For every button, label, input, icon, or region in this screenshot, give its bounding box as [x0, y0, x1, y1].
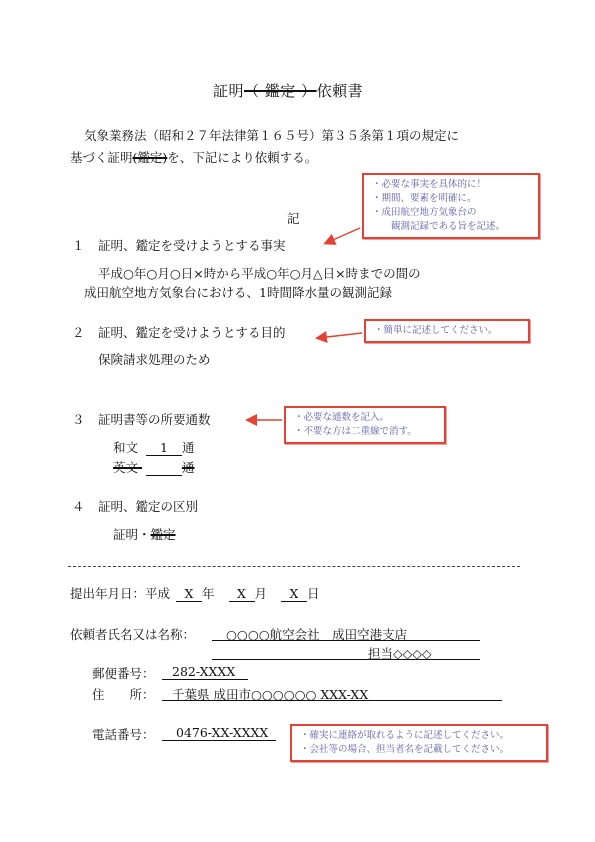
intro-line2-suffix: を、下記により依頼する。 — [167, 150, 318, 165]
eibun-count — [146, 460, 182, 476]
section-1-body-2: 成田航空地方気象台における、1時間降水量の観測記録 — [84, 285, 392, 300]
section-2-body: 保険請求処理のため — [98, 352, 211, 367]
postal-text: 282-XXXX — [172, 664, 236, 679]
note-1-line-3: ・成田航空地方気象台の — [372, 207, 477, 218]
cut-line-divider — [68, 566, 520, 567]
title-prefix: 証明 — [213, 82, 245, 100]
section-4-choice — [113, 525, 176, 543]
section-2-heading: 証明、鑑定を受けようとする目的 — [98, 325, 286, 340]
requester-contact-value — [212, 644, 480, 660]
requester-name-label: 依頼者氏名又は名称： — [70, 627, 196, 642]
intro-line-2 — [70, 148, 317, 166]
phone-text: 0476-XX-XXXX — [176, 725, 269, 740]
submission-month-unit: 月 — [254, 586, 268, 601]
intro-line2-struck: (鑑定) — [132, 150, 168, 165]
note-4-line-1: ・確実に連絡が取れるように記述してください。 — [300, 730, 510, 741]
requester-name-text: ○○○○航空会社 成田空港支店 — [226, 627, 408, 642]
note-contact-guidance — [290, 724, 548, 762]
note-3-line-2: ・不要な方は二重線で消す。 — [294, 426, 417, 437]
phone-value — [162, 725, 276, 741]
requester-contact-text: 担当◇◇◇◇ — [368, 646, 432, 661]
title-suffix: 依頼書 — [316, 82, 364, 100]
title-struck-text: （ 鑑定 ） — [244, 82, 317, 100]
submission-day: X — [281, 586, 307, 602]
section-4-heading: 証明、鑑定の区別 — [98, 499, 199, 514]
wabun-unit: 通 — [182, 440, 195, 455]
note-purpose-guidance — [364, 319, 530, 343]
section-1-body-1: 平成○年○月○日×時から平成○年○月△日×時までの間の — [98, 266, 421, 281]
note-1-line-1: ・必要な事実を具体的に！ — [372, 179, 487, 190]
section-3-number: ３ — [72, 412, 85, 427]
postal-value — [162, 664, 248, 680]
address-text: 千葉県 成田市○○○○○○ XXX-XX — [172, 687, 369, 702]
phone-label: 電話番号： — [92, 727, 155, 742]
choice-shomei: 証明・ — [113, 527, 151, 542]
wabun-label: 和文 — [113, 440, 139, 455]
ki-heading: 記 — [287, 211, 300, 226]
arrow-to-section-1 — [326, 228, 360, 243]
eibun-unit: 通 — [182, 460, 195, 475]
postal-label: 郵便番号： — [92, 666, 155, 681]
note-fact-guidance — [362, 173, 540, 239]
intro-line-1: 気象業務法（昭和２７年法律第１６５号）第３５条第１項の規定に — [84, 128, 460, 143]
submission-day-unit: 日 — [307, 586, 320, 601]
choice-kantei: 鑑定 — [150, 527, 176, 542]
eibun-label: 英文 — [113, 460, 139, 475]
submission-month: X — [229, 586, 255, 602]
submission-year-unit: 年 — [202, 586, 215, 601]
requester-name-value — [212, 625, 480, 641]
submission-label: 提出年月日：平成 — [70, 586, 171, 601]
document-title — [213, 80, 363, 101]
note-4-line-2: ・会社等の場合、担当者名を記載してください。 — [300, 744, 510, 755]
submission-year: X — [176, 586, 202, 602]
wabun-row — [113, 438, 195, 456]
intro-line2-prefix: 基づく証明 — [70, 150, 133, 165]
wabun-count: 1 — [146, 440, 182, 456]
note-3-line-1: ・必要な通数を記入。 — [294, 412, 390, 423]
eibun-row — [113, 458, 195, 476]
note-2-line-1: ・簡単に記述してください。 — [374, 325, 498, 336]
section-1-number: １ — [72, 238, 85, 253]
arrow-to-section-2 — [318, 333, 362, 338]
note-1-line-2: ・期間、要素を明確に。 — [372, 193, 477, 204]
address-value — [162, 685, 502, 701]
section-1-heading: 証明、鑑定を受けようとする事実 — [98, 238, 286, 253]
section-3-heading: 証明書等の所要通数 — [98, 412, 211, 427]
note-1-line-4: 観測記録である旨を記述。 — [372, 221, 506, 232]
submission-date-row — [70, 584, 320, 602]
section-4-number: ４ — [72, 499, 85, 514]
address-label: 住 所： — [92, 687, 155, 702]
note-copies-guidance — [284, 406, 446, 444]
section-2-number: ２ — [72, 325, 85, 340]
